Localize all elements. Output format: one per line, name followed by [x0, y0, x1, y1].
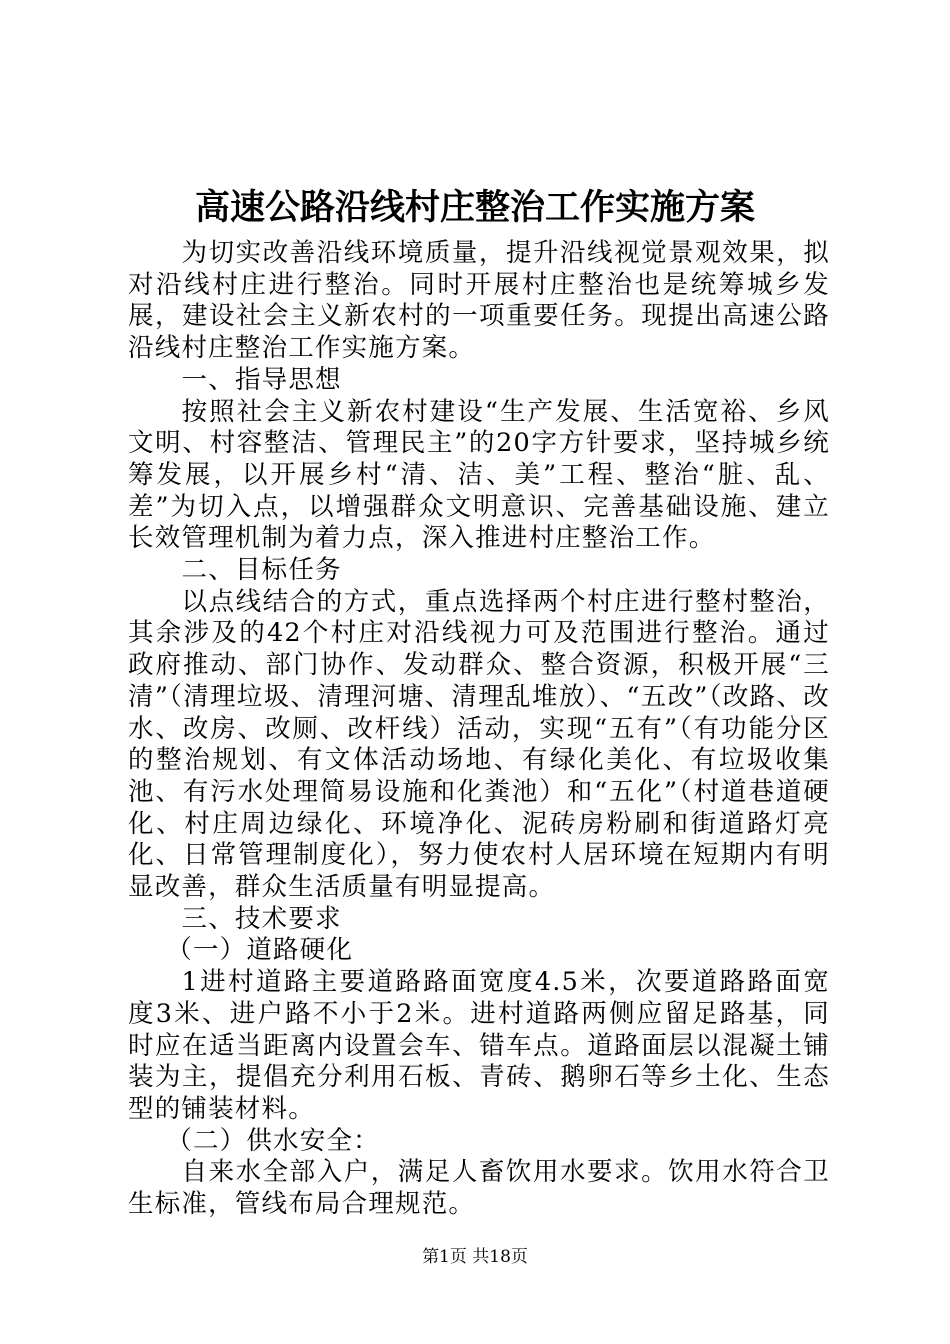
targets-paragraph: 以点线结合的方式，重点选择两个村庄进行整村整治，其余涉及的42个村庄对沿线视力可及范围进行整治。通过政府推动、部门协作、发动群众、整合资源，积极开展“三清”（清理垃圾、清理河塘、清理乱堆放）、“五改”（改路、改水、改房、改厕、改杆线）活动，实现“五有”（有功能分区的整治规划、有文体活动场地、有绿化美化、有垃圾收集池、有污水处理简易设施和化粪池）和“五化”（村道巷道硬化、村庄周边绿化、环境净化、泥砖房粉刷和街道路灯亮化、日常管理制度化），努力使农村人居环境在短期内有明显改善，群众生活质量有明显提高。 [128, 586, 830, 903]
subsection-heading-water-supply: （二）供水安全： [166, 1125, 380, 1156]
section-heading-guiding-ideology: 一、指导思想 [181, 364, 342, 395]
document-title: 高速公路沿线村庄整治工作实施方案 [194, 187, 755, 228]
subsection-heading-road-hardening: （一）道路硬化 [166, 935, 354, 966]
water-supply-paragraph: 自来水全部入户，满足人畜饮用水要求。饮用水符合卫生标准，管线布局合理规范。 [128, 1157, 830, 1220]
section-heading-technical-requirements: 三、技术要求 [181, 903, 342, 934]
guiding-ideology-paragraph: 按照社会主义新农村建设“生产发展、生活宽裕、乡风文明、村容整洁、管理民主”的20字方针要求，坚持城乡统筹发展，以开展乡村“清、洁、美”工程、整治“脏、乱、差”为切入点，以增强群众文明意识、完善基础设施、建立长效管理机制为着力点，深入推进村庄整治工作。 [128, 396, 830, 554]
road-hardening-paragraph: 1进村道路主要道路路面宽度4.5米，次要道路路面宽度3米、进户路不小于2米。进村道路两侧应留足路基，同时应在适当距离内设置会车、错车点。道路面层以混凝土铺装为主，提倡充分利用石板、青砖、鹅卵石等乡土化、生态型的铺装材料。 [128, 967, 830, 1124]
intro-paragraph: 为切实改善沿线环境质量，提升沿线视觉景观效果，拟对沿线村庄进行整治。同时开展村庄整治也是统筹城乡发展，建设社会主义新农村的一项重要任务。现提出高速公路沿线村庄整治工作实施方案。 [128, 238, 830, 364]
section-heading-targets: 二、目标任务 [181, 555, 342, 586]
page-number-footer: 第1页 共18页 [422, 1247, 528, 1267]
document-body [128, 238, 830, 1221]
